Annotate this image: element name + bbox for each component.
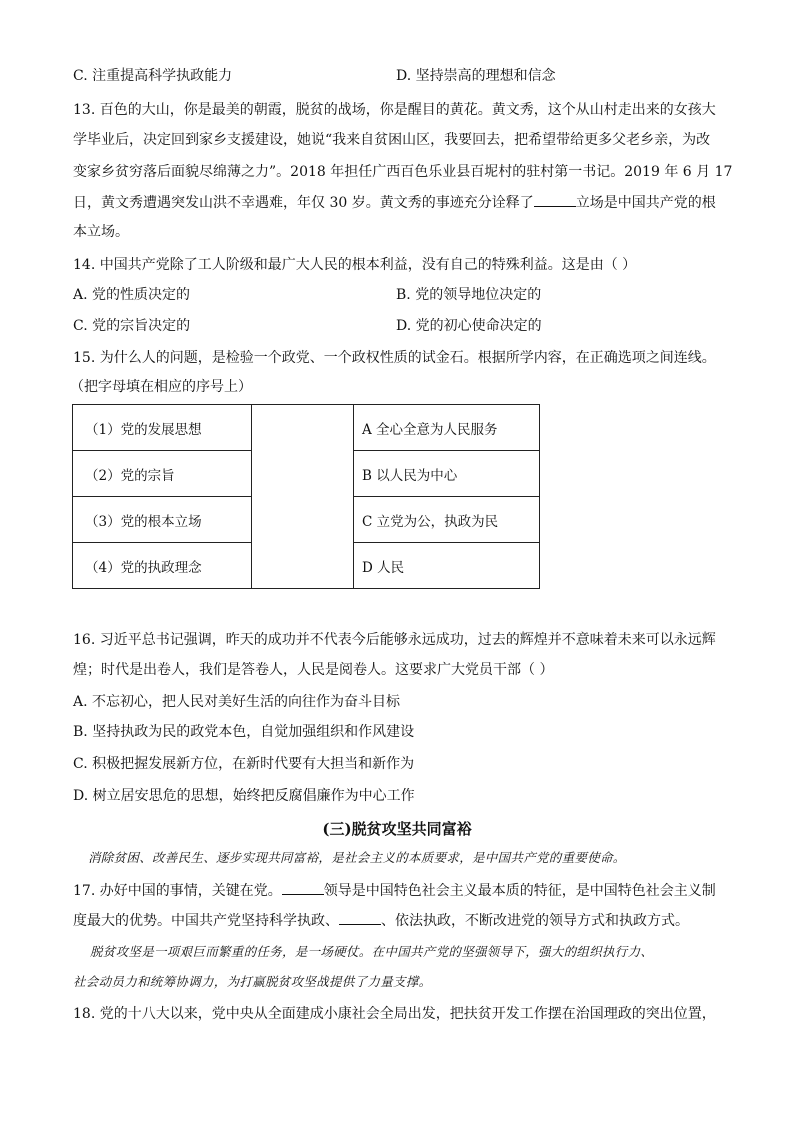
q15-connect-area[interactable] — [252, 405, 354, 589]
q15-right-item: B 以人民为中心 — [354, 451, 540, 497]
q13-line-4-tail: 立场是中国共产党的根 — [575, 195, 716, 211]
q18-line-1: 18. 党的十八大以来，党中央从全面建成小康社会全局出发，把扶贫开发工作摆在治国理政的突出位置， — [73, 1006, 716, 1022]
q14-option-d: D. 党的初心使命决定的 — [396, 318, 542, 334]
q15-right-item: C 立党为公，执政为民 — [354, 497, 540, 543]
q17-blank-2[interactable] — [339, 910, 381, 925]
q13-line-3: 变家乡贫穷落后面貌尽绵薄之力”。2018 年担任广西百色乐业县百坭村的驻村第一书记。2019 年 6 月 17 — [73, 164, 733, 180]
q15-right-item: A 全心全意为人民服务 — [354, 405, 540, 451]
q17-line-2a: 度最大的优势。中国共产党坚持科学执政、 — [73, 913, 339, 929]
q13-line-2: 学毕业后，决定回到家乡支援建设，她说“我来自贫困山区，我要回去，把希望带给更多父老乡亲，为改 — [73, 132, 711, 148]
q15-left-item: （2）党的宗旨 — [73, 451, 252, 497]
q15-matching-table — [72, 404, 540, 589]
q15-left-item: （3）党的根本立场 — [73, 497, 252, 543]
q16-option-a: A. 不忘初心，把人民对美好生活的向往作为奋斗目标 — [73, 694, 401, 710]
q17-line-2b: 、依法执政，不断改进党的领导方式和执政方式。 — [381, 913, 689, 929]
q13-answer-blank[interactable] — [534, 192, 576, 207]
q16-line-1: 16. 习近平总书记强调，昨天的成功并不代表今后能够永远成功，过去的辉煌并不意味着未来可以永远辉 — [73, 632, 716, 648]
q17-part-1: 17. 办好中国的事情，关键在党。 — [73, 883, 282, 899]
q16-option-c: C. 积极把握发展新方位，在新时代要有大担当和新作为 — [73, 756, 415, 772]
q16-line-2: 煌；时代是出卷人，我们是答卷人，人民是阅卷人。这要求广大党员干部（ ） — [73, 662, 554, 678]
q13-line-4-text: 日，黄文秀遭遇突发山洪不幸遇难，年仅 30 岁。黄文秀的事迹充分诠释了 — [73, 195, 534, 211]
section-intro: 消除贫困、改善民生、逐步实现共同富裕，是社会主义的本质要求，是中国共产党的重要使命。 — [88, 850, 626, 865]
q13-line-5: 本立场。 — [73, 224, 129, 240]
q14-option-c: C. 党的宗旨决定的 — [73, 318, 191, 334]
q17-line-1 — [73, 880, 716, 901]
q13-line-1: 13. 百色的大山，你是最美的朝霞，脱贫的战场，你是醒目的黄花。黄文秀，这个从山村走出来的女孩大 — [73, 102, 716, 118]
q17-line-2 — [73, 910, 689, 931]
q16-option-d: D. 树立居安思危的思想，始终把反腐倡廉作为中心工作 — [73, 788, 415, 804]
q15-left-item: （4）党的执政理念 — [73, 543, 252, 589]
q15-right-item: D 人民 — [354, 543, 540, 589]
q12-option-c: C. 注重提高科学执政能力 — [73, 68, 233, 84]
q16-option-b: B. 坚持执政为民的政党本色，自觉加强组织和作风建设 — [73, 724, 415, 740]
q14-option-b: B. 党的领导地位决定的 — [396, 287, 542, 303]
q15-left-item: （1）党的发展思想 — [73, 405, 252, 451]
q17-part-2: 领导是中国特色社会主义最本质的特征，是中国特色社会主义制 — [323, 883, 716, 899]
material-line-2: 社会动员力和统筹协调力，为打赢脱贫攻坚战提供了力量支撑。 — [73, 974, 432, 989]
q17-blank-1[interactable] — [282, 880, 324, 895]
q15-note: （把字母填在相应的序号上） — [70, 379, 252, 395]
section-title: (三)脱贫攻坚共同富裕 — [322, 820, 472, 838]
q13-line-4 — [73, 192, 716, 213]
q15-stem: 15. 为什么人的问题，是检验一个政党、一个政权性质的试金石。根据所学内容，在正确选项之间连线。 — [73, 350, 716, 366]
q14-stem: 14. 中国共产党除了工人阶级和最广大人民的根本利益，没有自己的特殊利益。这是由（ ） — [73, 257, 637, 273]
material-line-1: 脱贫攻坚是一项艰巨而繁重的任务，是一场硬仗。在中国共产党的坚强领导下，强大的组织执行力、 — [90, 944, 654, 959]
q14-option-a: A. 党的性质决定的 — [73, 287, 191, 303]
q12-option-d: D. 坚持崇高的理想和信念 — [396, 68, 556, 84]
